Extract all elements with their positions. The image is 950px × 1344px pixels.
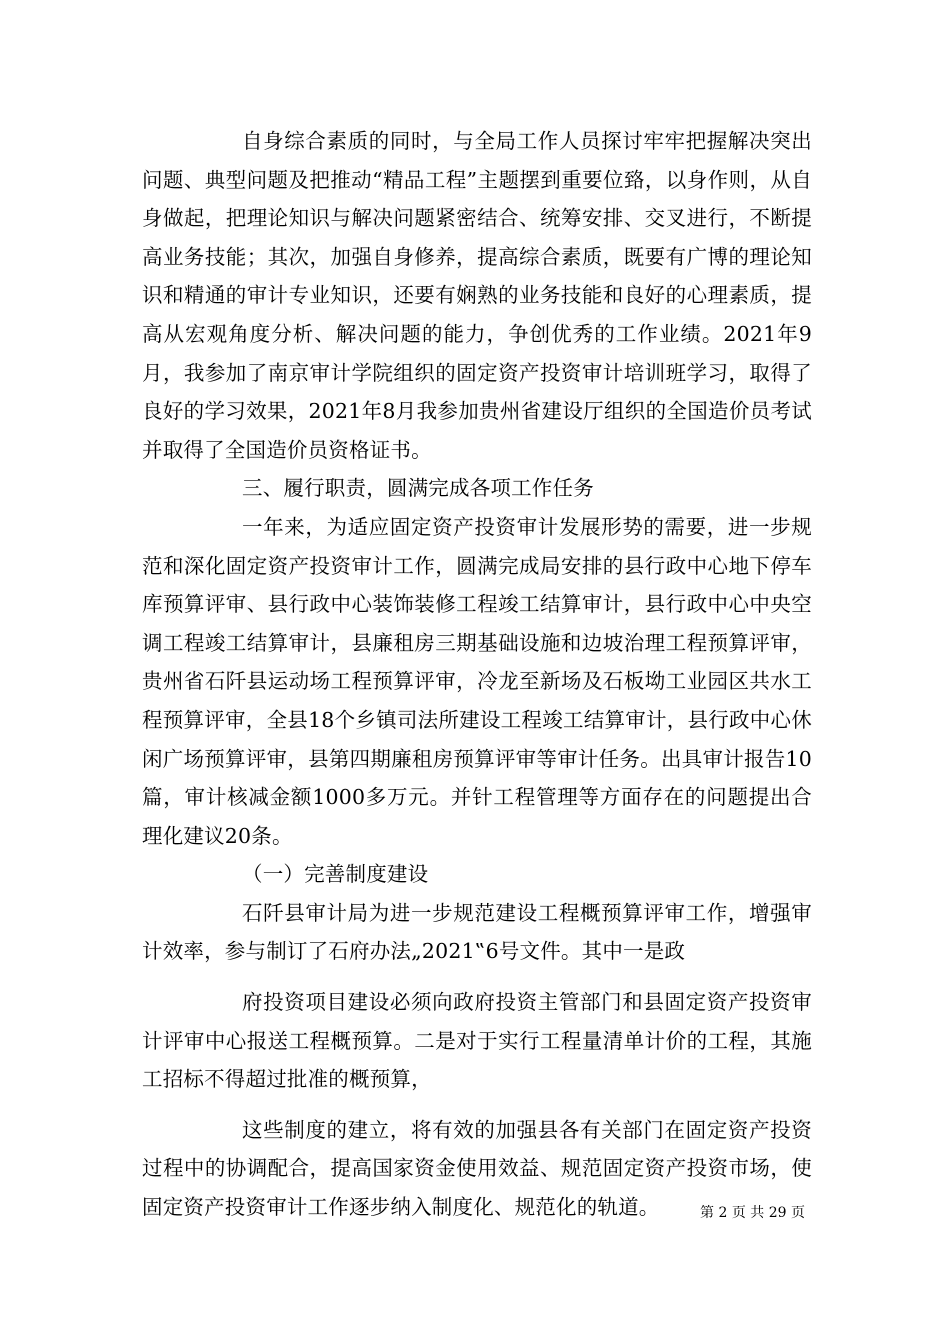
paragraph-system-effect: 这些制度的建立，将有效的加强县各有关部门在固定资产投资过程中的协调配合，提高国家资金使用效益、规范固定资产投资市场，使固定资产投资审计工作逐步纳入制度化、规范化的轨道。 (142, 1117, 812, 1220)
paragraph-system-intro: 石阡县审计局为进一步规范建设工程概预算评审工作，增强审计效率，参与制订了石府办法„2021‟6号文件。其中一是政 (142, 900, 812, 964)
subsection-heading-system: （一）完善制度建设 (242, 862, 429, 887)
page-number: 第 2 页 共 29 页 (700, 1205, 805, 1221)
document-body (142, 122, 812, 1227)
section-heading-duties: 三、履行职责，圆满完成各项工作任务 (242, 476, 594, 501)
paragraph-system-rules: 府投资项目建设必须向政府投资主管部门和县固定资产投资审计评审中心报送工程概预算。二是对于实行工程量清单计价的工程，其施工招标不得超过批准的概预算， (142, 990, 812, 1092)
paragraph-self-improvement: 自身综合素质的同时，与全局工作人员探讨牢牢把握解决突出问题、典型问题及把推动“精品工程”主题摆到重要位臵，以身作则，从自身做起，把理论知识与解决问题紧密结合、统筹安排、交叉进行，不断提高业务技能；其次，加强自身修养，提高综合素质，既要有广博的理论知识和精通的审计专业知识，还要有娴熟的业务技能和良好的心理素质，提高从宏观角度分析、解决问题的能力，争创优秀的工作业绩。2021年9月，我参加了南京审计学院组织的固定资产投资审计培训班学习，取得了良好的学习效果，2021年8月我参加贵州省建设厅组织的全国造价员考试并取得了全国造价员资格证书。 (142, 129, 812, 462)
paragraph-audit-tasks: 一年来，为适应固定资产投资审计发展形势的需要，进一步规范和深化固定资产投资审计工作，圆满完成局安排的县行政中心地下停车库预算评审、县行政中心装饰装修工程竣工结算审计，县行政中心中央空调工程竣工结算审计，县廉租房三期基础设施和边坡治理工程预算评审，贵州省石阡县运动场工程预算评审，冷龙至新场及石板坳工业园区共水工程预算评审，全县18个乡镇司法所建设工程竣工结算审计，县行政中心休闲广场预算评审，县第四期廉租房预算评审等审计任务。出具审计报告10篇，审计核减金额1000多万元。并针工程管理等方面存在的问题提出合理化建议20条。 (142, 514, 812, 848)
